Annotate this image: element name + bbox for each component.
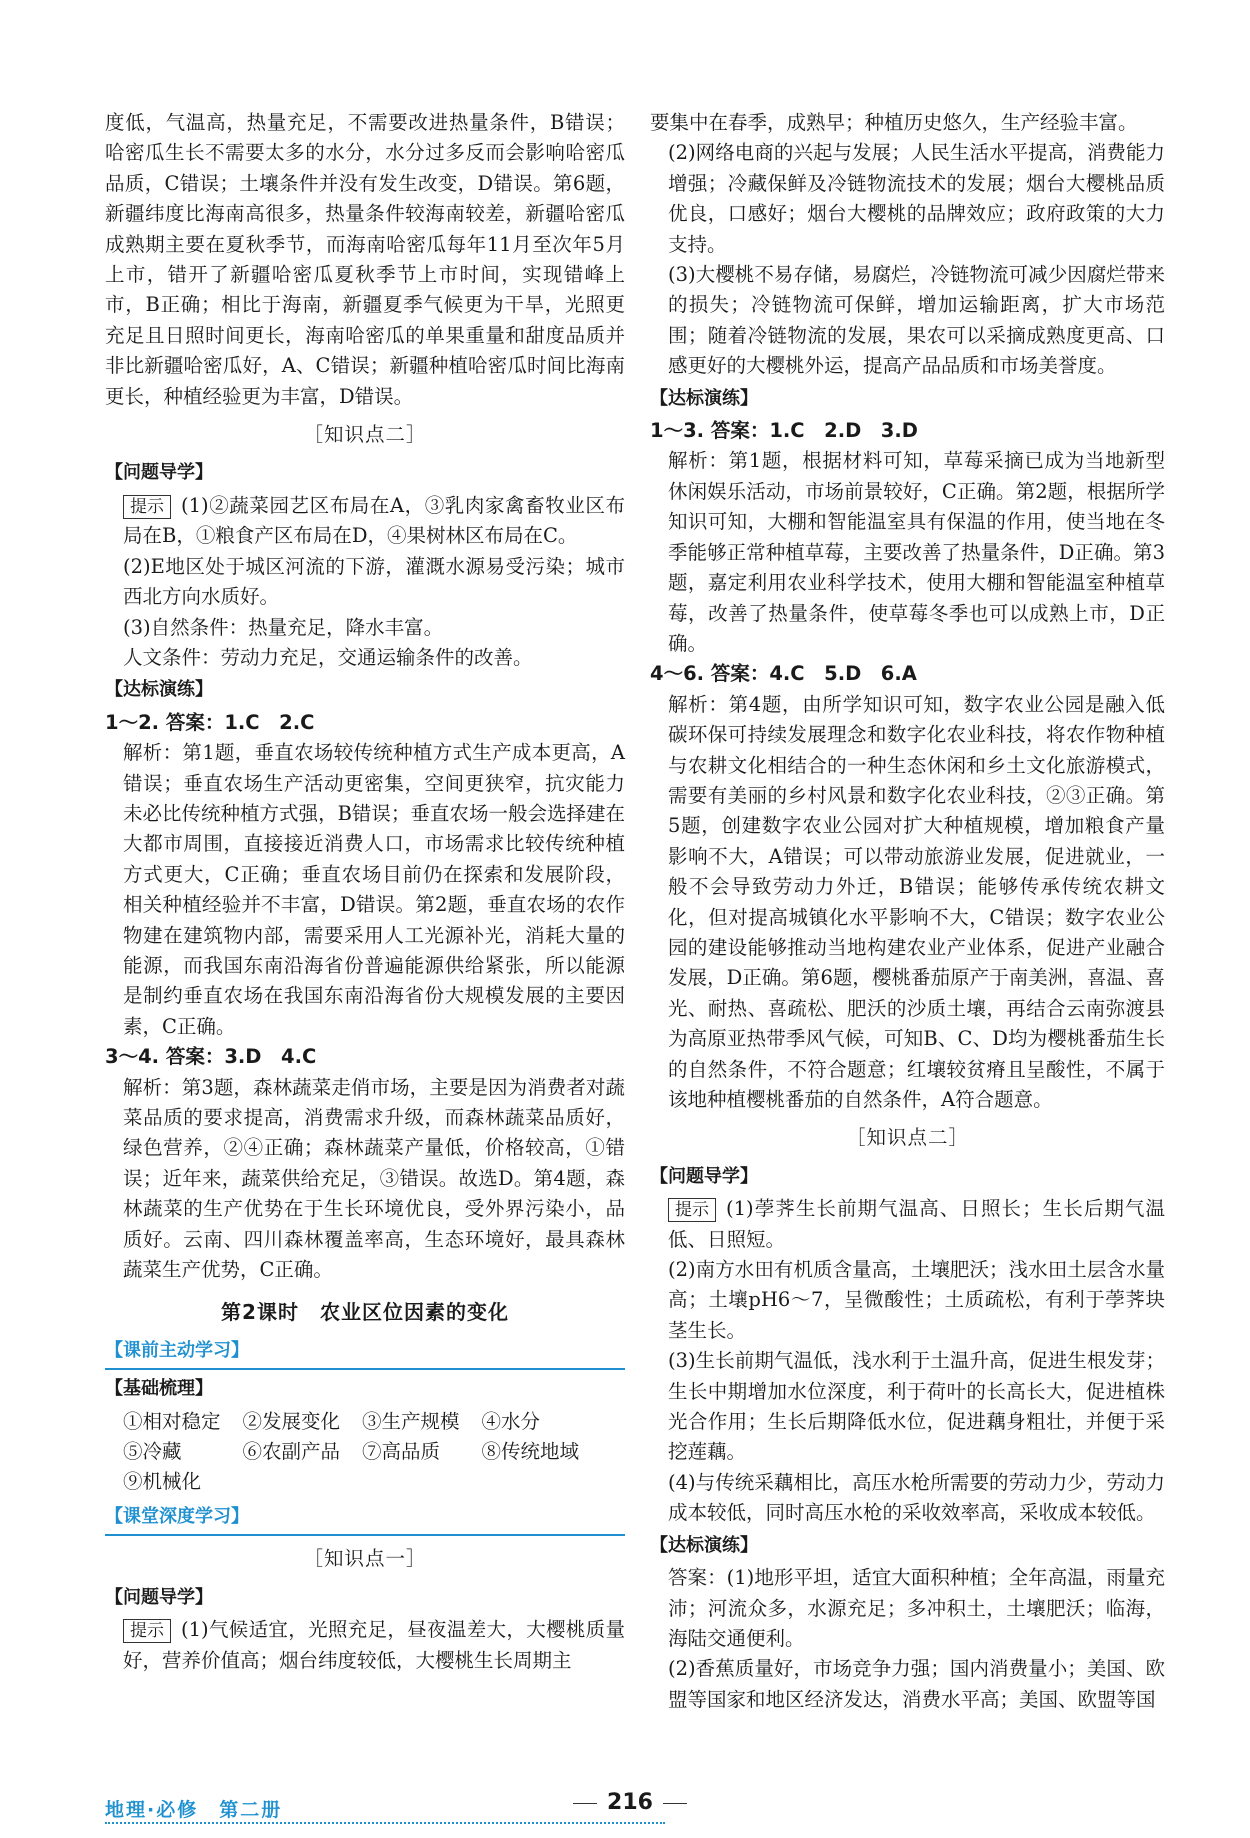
blank-item: ⑦高品质: [362, 1440, 441, 1464]
knowledge-point-heading: ［知识点一］: [303, 1547, 427, 1571]
answer-line: 1～2. 答案：1.C 2.C: [105, 710, 315, 734]
hint-label: 提示: [668, 1198, 716, 1222]
section-header: 【达标演练】: [650, 387, 758, 409]
answer-line: 1～3. 答案：1.C 2.D 3.D: [650, 419, 918, 443]
paragraph: (3)自然条件：热量充足，降水丰富。: [123, 615, 444, 639]
hint-paragraph: 提示 (1)气候适宜，光照充足，昼夜温差大，大樱桃质量好，营养价值高；烟台纬度较低，大樱桃生长周期主: [123, 1618, 625, 1672]
blank-item: ②发展变化: [242, 1409, 341, 1433]
paragraph: (4)与传统采藕相比，高压水枪所需要的劳动力少，劳动力成本较低，同时高压水枪的采收效率高，采收成本较低。: [668, 1470, 1165, 1525]
blank-list: [105, 1407, 625, 1498]
blank-item: ①相对稳定: [123, 1409, 221, 1433]
answer-line: 4～6. 答案：4.C 5.D 6.A: [650, 662, 917, 686]
section-header: 【达标演练】: [105, 679, 213, 701]
paragraph: 度低，气温高，热量充足，不需要改进热量条件，B错误；哈密瓜生长不需要太多的水分，水分过多反而会影响哈密瓜品质，C错误；土壤条件并没有发生改变，D错误。第6题，新疆纬度比海南高很多，热量条件较海南较差，新疆哈密瓜成熟期主要在夏秋季节，而海南哈密瓜每年11月至次年5月上市，错开了新疆哈密瓜夏秋季节上市时间，实现错峰上市，B正确；相比于海南，新疆夏季气候更为干旱，光照更充足且日照时间更长，海南哈密瓜的单果重量和甜度品质并非比新疆哈密瓜好，A、C错误；新疆种植哈密瓜时间比海南更长，种植经验更为丰富，D错误。: [105, 111, 625, 408]
paragraph: (2)E地区处于城区河流的下游，灌溉水源易受污染；城市西北方向水质好。: [123, 554, 625, 609]
answer-paragraph: 答案：(1)地形平坦，适宜大面积种植；全年高温，雨量充沛；河流众多，水源充足；多冲积土，土壤肥沃；临海，海陆交通便利。: [668, 1566, 1165, 1650]
blank-item: ④水分: [481, 1409, 541, 1433]
blank-item: ⑤冷藏: [123, 1440, 182, 1464]
paragraph: (3)生长前期气温低，浅水利于土温升高，促进生根发芽；生长中期增加水位深度，利于荷叶的长高长大，促进植株光合作用；生长后期降低水位，促进藕身粗壮，并便于采挖莲藕。: [668, 1349, 1165, 1464]
blank-item: ⑨机械化: [123, 1470, 202, 1494]
lesson-title: 第2课时 农业区位因素的变化: [221, 1300, 509, 1325]
knowledge-point-heading: ［知识点二］: [303, 423, 427, 447]
hint-label: 提示: [123, 1619, 171, 1643]
section-banner: 【课堂深度学习】: [105, 1502, 625, 1536]
footer-divider: [105, 1822, 665, 1824]
hint-paragraph: 提示 (1)荸荠生长前期气温高、日照长；生长后期气温低、日照短。: [668, 1197, 1165, 1251]
footer-subject: 地理·必修 第二册: [105, 1799, 283, 1821]
paragraph: (2)网络电商的兴起与发展；人民生活水平提高，消费能力增强；冷藏保鲜及冷链物流技术的发展；烟台大樱桃品质优良，口感好；烟台大樱桃的品牌效应；政府政策的大力支持。: [668, 141, 1165, 256]
knowledge-point-heading: ［知识点二］: [845, 1126, 969, 1150]
section-header: 【问题导学】: [105, 1586, 213, 1608]
explanation: 解析：第1题，根据材料可知，草莓采摘已成为当地新型休闲娱乐活动，市场前景较好，C正确。第2题，根据所学知识可知，大棚和智能温室具有保温的作用，使当地在冬季能够正常种植草莓，主要改善了热量条件，D正确。第3题，嘉定利用农业科学技术，使用大棚和智能温室种植草莓，改善了热量条件，使草莓冬季也可以成熟上市，D正确。: [668, 449, 1165, 655]
left-column: [105, 108, 625, 1676]
hint-paragraph: 提示 (1)②蔬菜园艺区布局在A，③乳肉家禽畜牧业区布局在B，①粮食产区布局在D，④果树林区布局在C。: [123, 493, 625, 548]
paragraph: (3)大樱桃不易存储，易腐烂，冷链物流可减少因腐烂带来的损失；冷链物流可保鲜，增加运输距离，扩大市场范围；随着冷链物流的发展，果农可以采摘成熟度更高、口感更好的大樱桃外运，提高产品品质和市场美誉度。: [668, 263, 1165, 378]
paragraph: 人文条件：劳动力充足，交通运输条件的改善。: [123, 645, 533, 669]
section-header: 【基础梳理】: [105, 1378, 213, 1400]
section-header: 【问题导学】: [105, 462, 213, 484]
hint-label: 提示: [123, 495, 171, 519]
explanation: 解析：第4题，由所学知识可知，数字农业公园是融入低碳环保可持续发展理念和数字化农业科技，将农作物种植与农耕文化相结合的一种生态休闲和乡土文化旅游模式，需要有美丽的乡村风景和数字化农业科技，②③正确。第5题，创建数字农业公园对扩大种植规模，增加粮食产量影响不大，A错误；可以带动旅游业发展，促进就业，一般不会导致劳动力外迁，B错误；能够传承传统农耕文化，但对提高城镇化水平影响不大，C错误；数字农业公园的建设能够推动当地构建农业产业体系，促进产业融合发展，D正确。第6题，樱桃番茄原产于南美洲，喜温、喜光、耐热、喜疏松、肥沃的沙质土壤，再结合云南弥渡县为高原亚热带季风气候，可知B、C、D均为樱桃番茄生长的自然条件，不符合题意；红壤较贫瘠且呈酸性，不属于该地种植樱桃番茄的自然条件，A符合题意。: [668, 692, 1165, 1111]
blank-item: ⑥农副产品: [242, 1440, 341, 1464]
section-banner: 【课前主动学习】: [105, 1336, 625, 1370]
blank-item: ⑧传统地域: [481, 1440, 580, 1464]
section-header: 【问题导学】: [650, 1165, 758, 1187]
paragraph: (2)南方水田有机质含量高，土壤肥沃；浅水田土层含水量高；土壤pH6～7，呈微酸性；土质疏松，有利于荸荠块茎生长。: [668, 1258, 1165, 1342]
answer-line: 3～4. 答案：3.D 4.C: [105, 1045, 317, 1069]
blank-item: ③生产规模: [362, 1409, 460, 1433]
answer-paragraph: (2)香蕉质量好，市场竞争力强；国内消费量小；美国、欧盟等国家和地区经济发达，消费水平高；美国、欧盟等国: [668, 1657, 1165, 1711]
explanation: 解析：第1题，垂直农场较传统种植方式生产成本更高，A错误；垂直农场生产活动更密集，空间更狭窄，抗灾能力未必比传统种植方式强，B错误；垂直农场一般会选择建在大都市周围，直接接近消费人口，市场需求比较传统种植方式更大，C正确；垂直农场目前仍在探索和发展阶段，相关种植经验并不丰富，D错误。第2题，垂直农场的农作物建在建筑物内部，需要采用人工光源补光，消耗大量的能源，而我国东南沿海省份普遍能源供给紧张，所以能源是制约垂直农场在我国东南沿海省份大规模发展的主要因素，C正确。: [123, 741, 625, 1038]
paragraph: 要集中在春季，成熟早；种植历史悠久，生产经验丰富。: [650, 111, 1138, 134]
page-number: 216: [560, 1790, 700, 1815]
right-column: [650, 108, 1165, 1715]
section-header: 【达标演练】: [650, 1534, 758, 1556]
explanation: 解析：第3题，森林蔬菜走俏市场，主要是因为消费者对蔬菜品质的要求提高，消费需求升级，而森林蔬菜品质好，绿色营养，②④正确；森林蔬菜产量低，价格较高，①错误；近年来，蔬菜供给充足，③错误。故选D。第4题，森林蔬菜的生产优势在于生长环境优良，受外界污染小，品质好。云南、四川森林覆盖率高，生态环境好，最具森林蔬菜生产优势，C正确。: [123, 1075, 625, 1282]
